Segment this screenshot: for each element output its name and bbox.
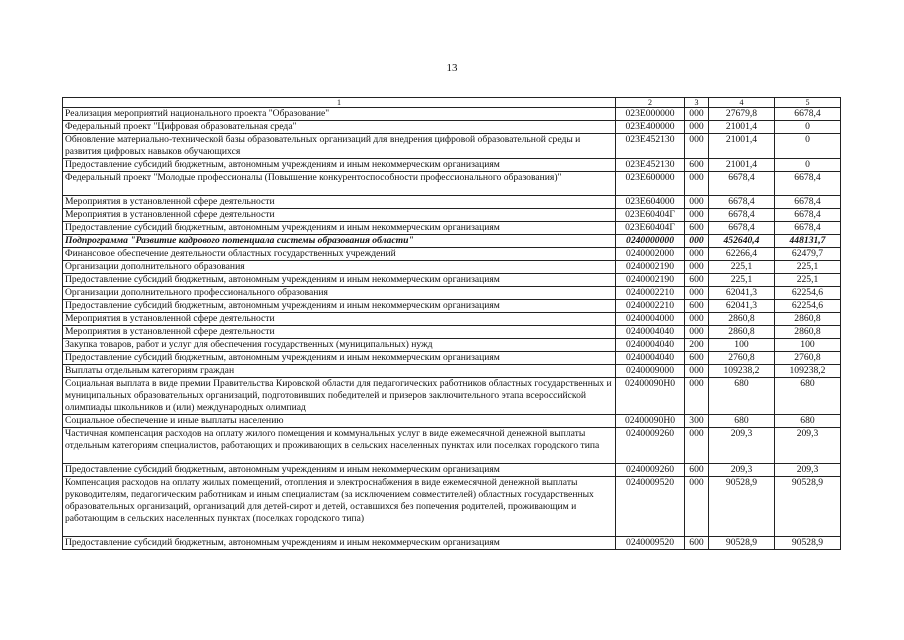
row-code: 02400090Н0 bbox=[616, 415, 685, 428]
table-row bbox=[63, 261, 841, 274]
row-value-col5: 90528,9 bbox=[775, 477, 841, 537]
row-expense-type: 000 bbox=[685, 378, 709, 415]
row-value-col5: 6678,4 bbox=[775, 196, 841, 209]
row-code: 0240002190 bbox=[616, 261, 685, 274]
row-name: Мероприятия в установленной сфере деятельности bbox=[63, 209, 616, 222]
row-code: 0240009260 bbox=[616, 464, 685, 477]
page-number: 13 bbox=[446, 62, 458, 74]
row-name: Компенсация расходов на оплату жилых помещений, отопления и электроснабжения в виде ежемесячной денежной выплаты руководителям, педагогическим работникам и иным специалистам (за исключением совместителей) областных государственных образовательных организаций, организаций для детей-сирот и детей, оставшихся без попечения родителей, проживающим и работающим в сельских населенных пунктах (поселках городского типа) bbox=[63, 477, 616, 537]
table-row bbox=[63, 159, 841, 172]
row-code: 0240009520 bbox=[616, 537, 685, 550]
row-expense-type: 000 bbox=[685, 121, 709, 134]
column-header: 5 bbox=[775, 98, 841, 108]
table-row bbox=[63, 287, 841, 300]
row-value-col4: 452640,4 bbox=[709, 235, 775, 248]
row-expense-type: 000 bbox=[685, 134, 709, 159]
row-expense-type: 000 bbox=[685, 235, 709, 248]
table-row bbox=[63, 326, 841, 339]
row-value-col4: 6678,4 bbox=[709, 196, 775, 209]
row-value-col4: 225,1 bbox=[709, 274, 775, 287]
column-header: 2 bbox=[616, 98, 685, 108]
row-expense-type: 600 bbox=[685, 464, 709, 477]
row-expense-type: 000 bbox=[685, 196, 709, 209]
row-code: 023E400000 bbox=[616, 121, 685, 134]
row-value-col5: 680 bbox=[775, 415, 841, 428]
row-name: Предоставление субсидий бюджетным, автономным учреждениям и иным некоммерческим организациям bbox=[63, 464, 616, 477]
row-value-col4: 2760,8 bbox=[709, 352, 775, 365]
row-value-col4: 209,3 bbox=[709, 428, 775, 464]
row-value-col5: 109238,2 bbox=[775, 365, 841, 378]
table-row bbox=[63, 378, 841, 415]
table-row bbox=[63, 121, 841, 134]
table-row bbox=[63, 222, 841, 235]
row-name: Предоставление субсидий бюджетным, автономным учреждениям и иным некоммерческим организациям bbox=[63, 222, 616, 235]
row-value-col5: 2860,8 bbox=[775, 326, 841, 339]
row-value-col5: 0 bbox=[775, 159, 841, 172]
row-code: 0240009000 bbox=[616, 365, 685, 378]
row-value-col4: 2860,8 bbox=[709, 313, 775, 326]
row-value-col5: 225,1 bbox=[775, 274, 841, 287]
row-code: 023E60404Г bbox=[616, 209, 685, 222]
row-expense-type: 600 bbox=[685, 537, 709, 550]
row-name: Федеральный проект "Цифровая образовательная среда" bbox=[63, 121, 616, 134]
table-row bbox=[63, 365, 841, 378]
row-value-col4: 100 bbox=[709, 339, 775, 352]
table-row bbox=[63, 235, 841, 248]
row-expense-type: 000 bbox=[685, 428, 709, 464]
table-row bbox=[63, 196, 841, 209]
row-code: 0240009520 bbox=[616, 477, 685, 537]
row-name: Выплаты отдельным категориям граждан bbox=[63, 365, 616, 378]
row-code: 023E000000 bbox=[616, 108, 685, 121]
row-value-col4: 109238,2 bbox=[709, 365, 775, 378]
row-value-col5: 6678,4 bbox=[775, 209, 841, 222]
table-row bbox=[63, 428, 841, 464]
row-value-col4: 680 bbox=[709, 415, 775, 428]
row-code: 0240002210 bbox=[616, 287, 685, 300]
row-expense-type: 200 bbox=[685, 339, 709, 352]
row-code: 0240004040 bbox=[616, 326, 685, 339]
row-expense-type: 300 bbox=[685, 415, 709, 428]
row-value-col5: 90528,9 bbox=[775, 537, 841, 550]
row-name: Реализация мероприятий национального проекта "Образование" bbox=[63, 108, 616, 121]
row-code: 0240004000 bbox=[616, 313, 685, 326]
table-row bbox=[63, 134, 841, 159]
column-header: 3 bbox=[685, 98, 709, 108]
row-value-col4: 90528,9 bbox=[709, 537, 775, 550]
row-expense-type: 000 bbox=[685, 209, 709, 222]
table-header-row bbox=[63, 98, 841, 108]
row-expense-type: 000 bbox=[685, 313, 709, 326]
row-name: Обновление материально-технической базы образовательных организаций для внедрения цифровой образовательной среды и развития цифровых навыков обучающихся bbox=[63, 134, 616, 159]
row-value-col5: 2860,8 bbox=[775, 313, 841, 326]
row-code: 0240009260 bbox=[616, 428, 685, 464]
row-name: Мероприятия в установленной сфере деятельности bbox=[63, 196, 616, 209]
row-value-col5: 100 bbox=[775, 339, 841, 352]
row-code: 0240000000 bbox=[616, 235, 685, 248]
row-name: Организации дополнительного образования bbox=[63, 261, 616, 274]
row-value-col4: 209,3 bbox=[709, 464, 775, 477]
row-expense-type: 600 bbox=[685, 274, 709, 287]
column-header: 4 bbox=[709, 98, 775, 108]
row-expense-type: 000 bbox=[685, 326, 709, 339]
row-value-col5: 6678,4 bbox=[775, 222, 841, 235]
row-code: 0240002000 bbox=[616, 248, 685, 261]
row-value-col5: 62479,7 bbox=[775, 248, 841, 261]
table-row bbox=[63, 339, 841, 352]
row-code: 0240004040 bbox=[616, 339, 685, 352]
row-value-col4: 27679,8 bbox=[709, 108, 775, 121]
row-code: 02400090Н0 bbox=[616, 378, 685, 415]
row-name: Социальная выплата в виде премии Правительства Кировской области для педагогических работников областных государственных и муниципальных образовательных организаций, подготовивших победителей и призеров заключительного этапа всероссийской олимпиады школьников и (или) международных олимпиад bbox=[63, 378, 616, 415]
row-name: Мероприятия в установленной сфере деятельности bbox=[63, 313, 616, 326]
row-value-col5: 0 bbox=[775, 134, 841, 159]
table-row bbox=[63, 477, 841, 537]
row-name: Финансовое обеспечение деятельности областных государственных учреждений bbox=[63, 248, 616, 261]
row-expense-type: 600 bbox=[685, 352, 709, 365]
row-value-col4: 6678,4 bbox=[709, 209, 775, 222]
table-row bbox=[63, 248, 841, 261]
table-row bbox=[63, 172, 841, 196]
row-value-col5: 6678,4 bbox=[775, 172, 841, 196]
row-expense-type: 600 bbox=[685, 222, 709, 235]
table-body bbox=[63, 108, 841, 550]
row-value-col4: 680 bbox=[709, 378, 775, 415]
row-expense-type: 000 bbox=[685, 172, 709, 196]
row-value-col5: 680 bbox=[775, 378, 841, 415]
row-value-col4: 62041,3 bbox=[709, 287, 775, 300]
row-code: 0240002190 bbox=[616, 274, 685, 287]
row-value-col4: 2860,8 bbox=[709, 326, 775, 339]
row-code: 023E600000 bbox=[616, 172, 685, 196]
row-code: 023E604000 bbox=[616, 196, 685, 209]
row-value-col5: 209,3 bbox=[775, 428, 841, 464]
row-value-col4: 21001,4 bbox=[709, 159, 775, 172]
row-name: Федеральный проект "Молодые профессионалы (Повышение конкурентоспособности профессионального образования)" bbox=[63, 172, 616, 196]
row-expense-type: 000 bbox=[685, 108, 709, 121]
row-value-col5: 62254,6 bbox=[775, 300, 841, 313]
row-expense-type: 600 bbox=[685, 159, 709, 172]
row-expense-type: 000 bbox=[685, 261, 709, 274]
row-name: Предоставление субсидий бюджетным, автономным учреждениям и иным некоммерческим организациям bbox=[63, 537, 616, 550]
row-expense-type: 600 bbox=[685, 300, 709, 313]
row-code: 0240002210 bbox=[616, 300, 685, 313]
row-name: Подпрограмма "Развитие кадрового потенциала системы образования области" bbox=[63, 235, 616, 248]
table-row bbox=[63, 415, 841, 428]
row-value-col4: 6678,4 bbox=[709, 222, 775, 235]
row-name: Предоставление субсидий бюджетным, автономным учреждениям и иным некоммерческим организациям bbox=[63, 159, 616, 172]
row-value-col4: 225,1 bbox=[709, 261, 775, 274]
row-expense-type: 000 bbox=[685, 248, 709, 261]
budget-table bbox=[62, 97, 841, 550]
table-row bbox=[63, 274, 841, 287]
row-code: 023E60404Г bbox=[616, 222, 685, 235]
row-value-col5: 0 bbox=[775, 121, 841, 134]
row-name: Мероприятия в установленной сфере деятельности bbox=[63, 326, 616, 339]
table-row bbox=[63, 464, 841, 477]
row-name: Организации дополнительного профессионального образования bbox=[63, 287, 616, 300]
row-value-col5: 2760,8 bbox=[775, 352, 841, 365]
row-value-col4: 6678,4 bbox=[709, 172, 775, 196]
row-expense-type: 000 bbox=[685, 365, 709, 378]
row-name: Предоставление субсидий бюджетным, автономным учреждениям и иным некоммерческим организациям bbox=[63, 274, 616, 287]
row-name: Закупка товаров, работ и услуг для обеспечения государственных (муниципальных) нужд bbox=[63, 339, 616, 352]
row-value-col4: 62266,4 bbox=[709, 248, 775, 261]
table-row bbox=[63, 537, 841, 550]
table-row bbox=[63, 300, 841, 313]
row-value-col4: 62041,3 bbox=[709, 300, 775, 313]
row-value-col5: 225,1 bbox=[775, 261, 841, 274]
table-row bbox=[63, 313, 841, 326]
row-name: Социальное обеспечение и иные выплаты населению bbox=[63, 415, 616, 428]
row-value-col5: 6678,4 bbox=[775, 108, 841, 121]
row-value-col4: 21001,4 bbox=[709, 134, 775, 159]
table-row bbox=[63, 209, 841, 222]
row-value-col4: 90528,9 bbox=[709, 477, 775, 537]
table-row bbox=[63, 108, 841, 121]
row-name: Предоставление субсидий бюджетным, автономным учреждениям и иным некоммерческим организациям bbox=[63, 352, 616, 365]
row-expense-type: 000 bbox=[685, 477, 709, 537]
table-row bbox=[63, 352, 841, 365]
row-value-col5: 62254,6 bbox=[775, 287, 841, 300]
row-value-col5: 209,3 bbox=[775, 464, 841, 477]
row-code: 023E452130 bbox=[616, 134, 685, 159]
row-name: Предоставление субсидий бюджетным, автономным учреждениям и иным некоммерческим организациям bbox=[63, 300, 616, 313]
row-expense-type: 000 bbox=[685, 287, 709, 300]
row-value-col4: 21001,4 bbox=[709, 121, 775, 134]
row-value-col5: 448131,7 bbox=[775, 235, 841, 248]
row-code: 0240004040 bbox=[616, 352, 685, 365]
row-code: 023E452130 bbox=[616, 159, 685, 172]
column-header: 1 bbox=[63, 98, 616, 108]
row-name: Частичная компенсация расходов на оплату жилого помещения и коммунальных услуг в виде ежемесячной денежной выплаты отдельным категориям специалистов, работающих и проживающих в сельских населенных пунктах или поселках городского типа bbox=[63, 428, 616, 464]
